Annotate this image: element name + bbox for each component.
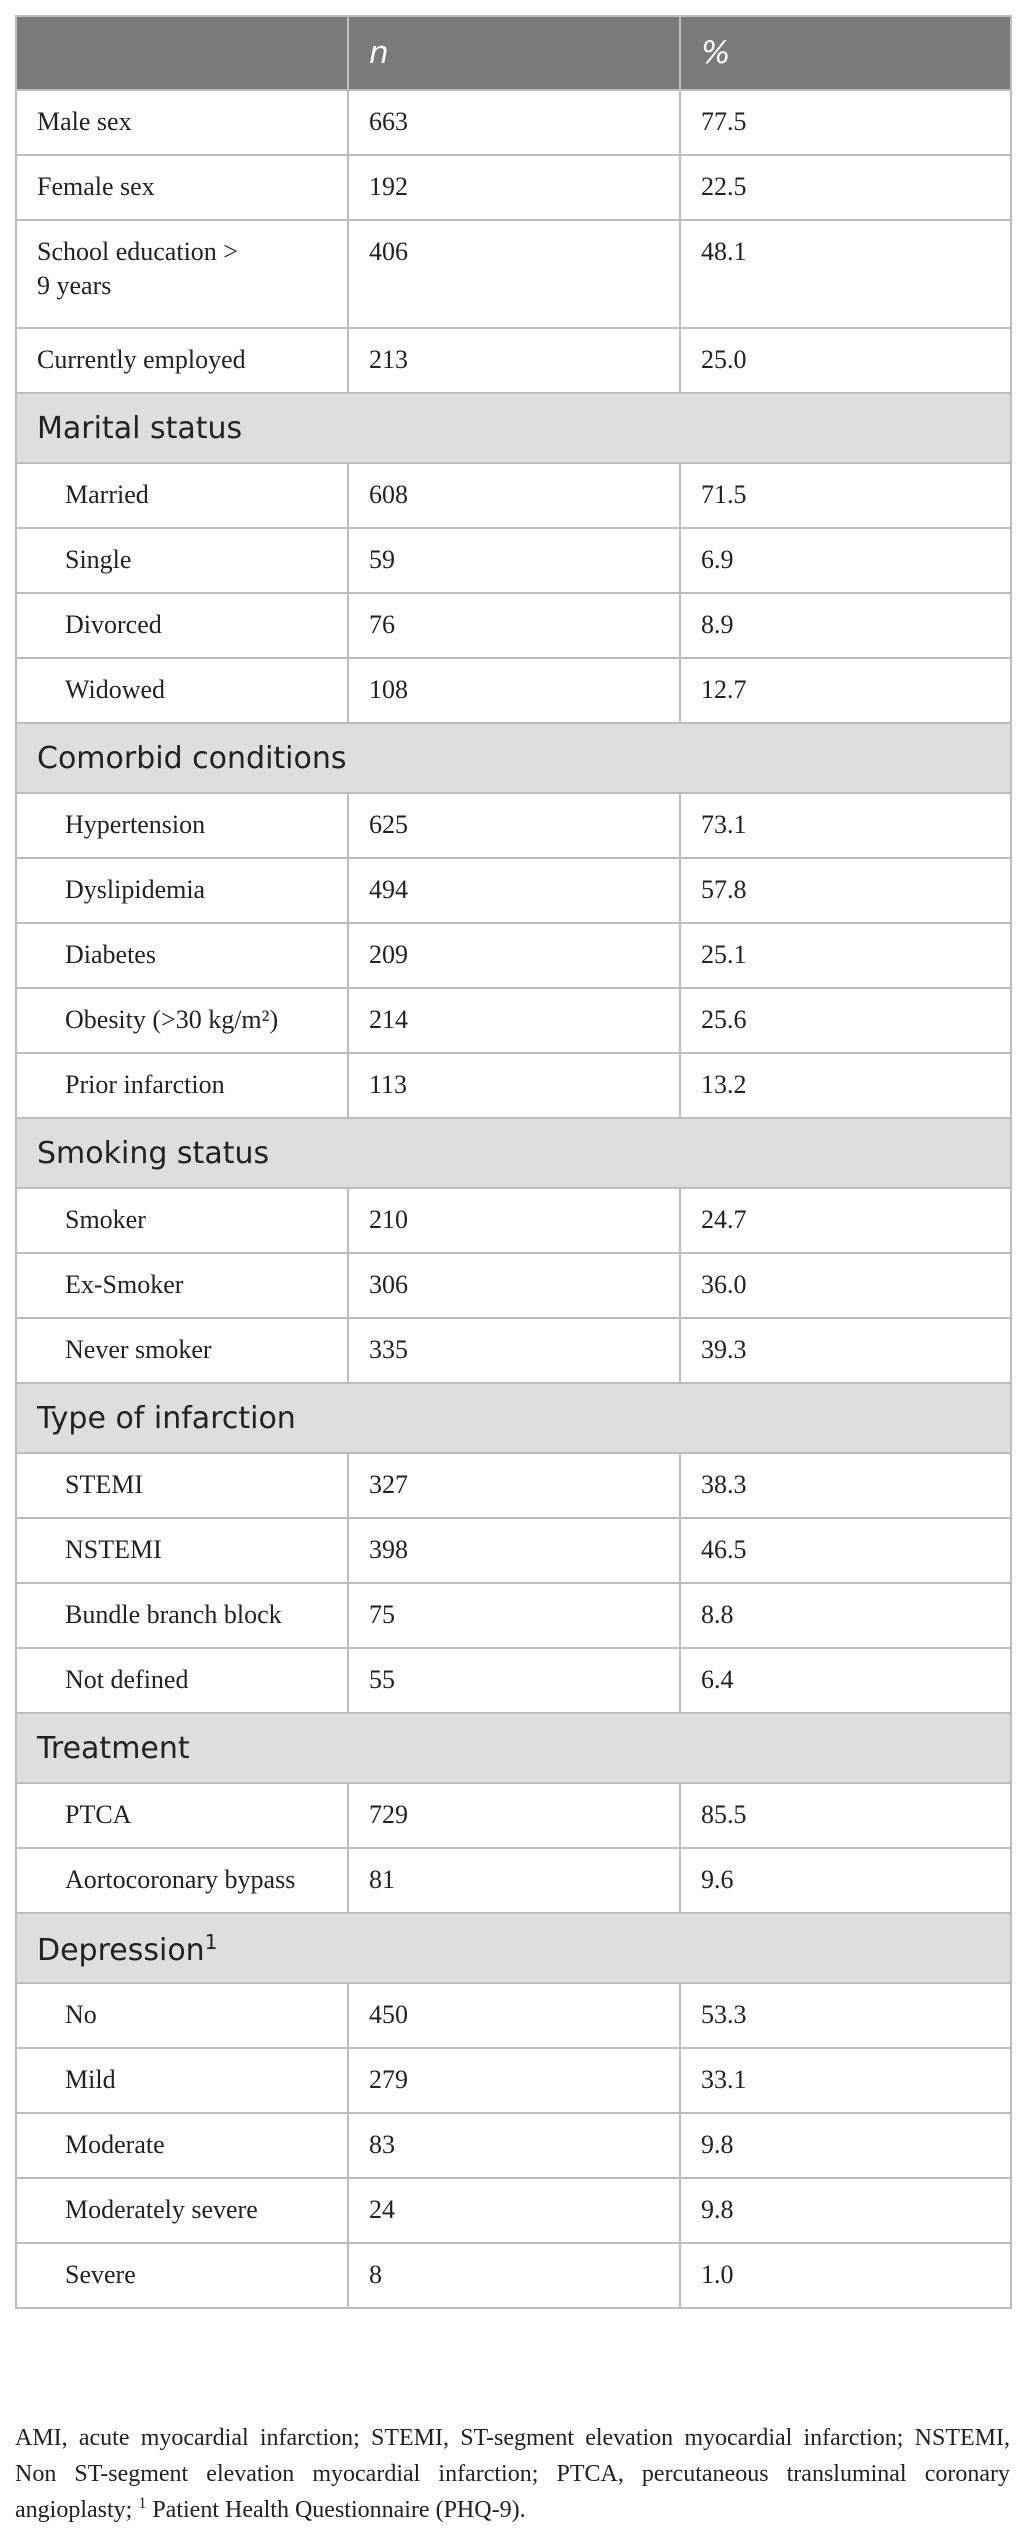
row-label: Prior infarction: [16, 1053, 348, 1118]
table-row: [16, 793, 1011, 858]
section-title: Smoking status: [37, 1136, 270, 1171]
row-percent: 9.8: [680, 2113, 1011, 2178]
row-label: School education > 9 years: [16, 220, 348, 328]
table-row: [16, 923, 1011, 988]
table-row: [16, 1783, 1011, 1848]
section-header-row: [16, 1713, 1011, 1783]
table-footnote: [15, 2420, 1010, 2528]
row-label: Single: [16, 528, 348, 593]
section-header-row: [16, 1118, 1011, 1188]
table-row: [16, 1053, 1011, 1118]
row-percent: 36.0: [680, 1253, 1011, 1318]
table-row: [16, 1453, 1011, 1518]
row-percent: 53.3: [680, 1983, 1011, 2048]
table-row: [16, 2178, 1011, 2243]
table-row: [16, 1318, 1011, 1383]
row-n: 113: [348, 1053, 680, 1118]
row-percent: 6.4: [680, 1648, 1011, 1713]
row-percent: 77.5: [680, 90, 1011, 155]
section-header-row: [16, 1913, 1011, 1983]
table-row: [16, 988, 1011, 1053]
row-n: 450: [348, 1983, 680, 2048]
row-percent: 6.9: [680, 528, 1011, 593]
section-title: Treatment: [37, 1731, 190, 1766]
row-percent: 25.6: [680, 988, 1011, 1053]
table-row: [16, 2243, 1011, 2308]
row-n: 210: [348, 1188, 680, 1253]
row-n: 24: [348, 2178, 680, 2243]
row-n: 398: [348, 1518, 680, 1583]
header-percent: %: [680, 16, 1011, 90]
row-label: Bundle branch block: [16, 1583, 348, 1648]
row-percent: 1.0: [680, 2243, 1011, 2308]
row-n: 76: [348, 593, 680, 658]
row-n: 55: [348, 1648, 680, 1713]
section-title: Marital status: [37, 411, 243, 446]
row-n: 625: [348, 793, 680, 858]
row-n: 306: [348, 1253, 680, 1318]
row-percent: 24.7: [680, 1188, 1011, 1253]
table-row: [16, 1253, 1011, 1318]
row-n: 108: [348, 658, 680, 723]
table-row: [16, 858, 1011, 923]
row-n: 663: [348, 90, 680, 155]
table-row: [16, 2113, 1011, 2178]
section-header-row: [16, 723, 1011, 793]
row-label: Moderate: [16, 2113, 348, 2178]
table-row: [16, 1848, 1011, 1913]
row-n: 75: [348, 1583, 680, 1648]
section-header-row: [16, 1383, 1011, 1453]
row-n: 406: [348, 220, 680, 328]
section-title-cell: [16, 393, 1011, 463]
table-row: [16, 528, 1011, 593]
table-row: [16, 1983, 1011, 2048]
table-row: [16, 1188, 1011, 1253]
table-container: [15, 15, 1010, 2309]
row-label: Never smoker: [16, 1318, 348, 1383]
row-n: 8: [348, 2243, 680, 2308]
row-percent: 25.1: [680, 923, 1011, 988]
table-row: [16, 220, 1011, 328]
row-label: Divorced: [16, 593, 348, 658]
row-label: NSTEMI: [16, 1518, 348, 1583]
section-title-sup: 1: [204, 1930, 218, 1954]
section-title-cell: [16, 1118, 1011, 1188]
row-label: Male sex: [16, 90, 348, 155]
table-row: [16, 328, 1011, 393]
table-row: [16, 1583, 1011, 1648]
row-label: Ex-Smoker: [16, 1253, 348, 1318]
row-label: Smoker: [16, 1188, 348, 1253]
row-n: 83: [348, 2113, 680, 2178]
row-n: 209: [348, 923, 680, 988]
row-percent: 73.1: [680, 793, 1011, 858]
table-row: [16, 593, 1011, 658]
row-n: 214: [348, 988, 680, 1053]
row-percent: 85.5: [680, 1783, 1011, 1848]
row-label: Mild: [16, 2048, 348, 2113]
row-percent: 8.9: [680, 593, 1011, 658]
row-percent: 39.3: [680, 1318, 1011, 1383]
row-percent: 25.0: [680, 328, 1011, 393]
section-title-cell: [16, 1383, 1011, 1453]
row-percent: 22.5: [680, 155, 1011, 220]
row-n: 335: [348, 1318, 680, 1383]
table-row: [16, 1518, 1011, 1583]
row-n: 729: [348, 1783, 680, 1848]
header-n: n: [348, 16, 680, 90]
row-label: No: [16, 1983, 348, 2048]
section-title-cell: [16, 723, 1011, 793]
section-title: Comorbid conditions: [37, 741, 347, 776]
table-row: [16, 90, 1011, 155]
row-label: Obesity (>30 kg/m²): [16, 988, 348, 1053]
row-label: PTCA: [16, 1783, 348, 1848]
row-n: 59: [348, 528, 680, 593]
row-percent: 12.7: [680, 658, 1011, 723]
row-n: 327: [348, 1453, 680, 1518]
row-n: 494: [348, 858, 680, 923]
section-title: Type of infarction: [37, 1401, 296, 1436]
footnote-text-2: Patient Health Questionnaire (PHQ-9).: [152, 2497, 526, 2523]
row-n: 81: [348, 1848, 680, 1913]
row-percent: 9.8: [680, 2178, 1011, 2243]
row-label: Diabetes: [16, 923, 348, 988]
row-percent: 9.6: [680, 1848, 1011, 1913]
table-row: [16, 1648, 1011, 1713]
row-percent: 71.5: [680, 463, 1011, 528]
row-label: Severe: [16, 2243, 348, 2308]
section-title-cell: [16, 1713, 1011, 1783]
row-label: Female sex: [16, 155, 348, 220]
row-n: 192: [348, 155, 680, 220]
table-body: [16, 90, 1011, 2308]
footnote-text: AMI, acute myocardial infarction; STEMI, ST-segment elevation myocardial infarction; NSTEMI, Non ST-segment elevation myocardial infarction; PTCA, percutaneous transluminal coronary angioplasty;: [15, 2425, 1010, 2523]
row-label: STEMI: [16, 1453, 348, 1518]
row-label: Aortocoronary bypass: [16, 1848, 348, 1913]
row-n: 213: [348, 328, 680, 393]
row-percent: 46.5: [680, 1518, 1011, 1583]
section-title: Depression: [37, 1933, 205, 1968]
row-percent: 8.8: [680, 1583, 1011, 1648]
row-label: Not defined: [16, 1648, 348, 1713]
table-row: [16, 463, 1011, 528]
row-label: Widowed: [16, 658, 348, 723]
section-title-cell: [16, 1913, 1011, 1983]
row-percent: 13.2: [680, 1053, 1011, 1118]
header-label: [16, 16, 348, 90]
row-label: Hypertension: [16, 793, 348, 858]
row-label: Dyslipidemia: [16, 858, 348, 923]
footnote-sup: 1: [138, 2495, 147, 2512]
row-label: Moderately severe: [16, 2178, 348, 2243]
row-percent: 33.1: [680, 2048, 1011, 2113]
row-label: Married: [16, 463, 348, 528]
row-n: 279: [348, 2048, 680, 2113]
table-row: [16, 658, 1011, 723]
demographics-table: [15, 15, 1012, 2309]
row-percent: 48.1: [680, 220, 1011, 328]
table-header-row: [16, 16, 1011, 90]
table-row: [16, 155, 1011, 220]
row-percent: 57.8: [680, 858, 1011, 923]
table-row: [16, 2048, 1011, 2113]
row-n: 608: [348, 463, 680, 528]
section-header-row: [16, 393, 1011, 463]
row-percent: 38.3: [680, 1453, 1011, 1518]
row-label: Currently employed: [16, 328, 348, 393]
